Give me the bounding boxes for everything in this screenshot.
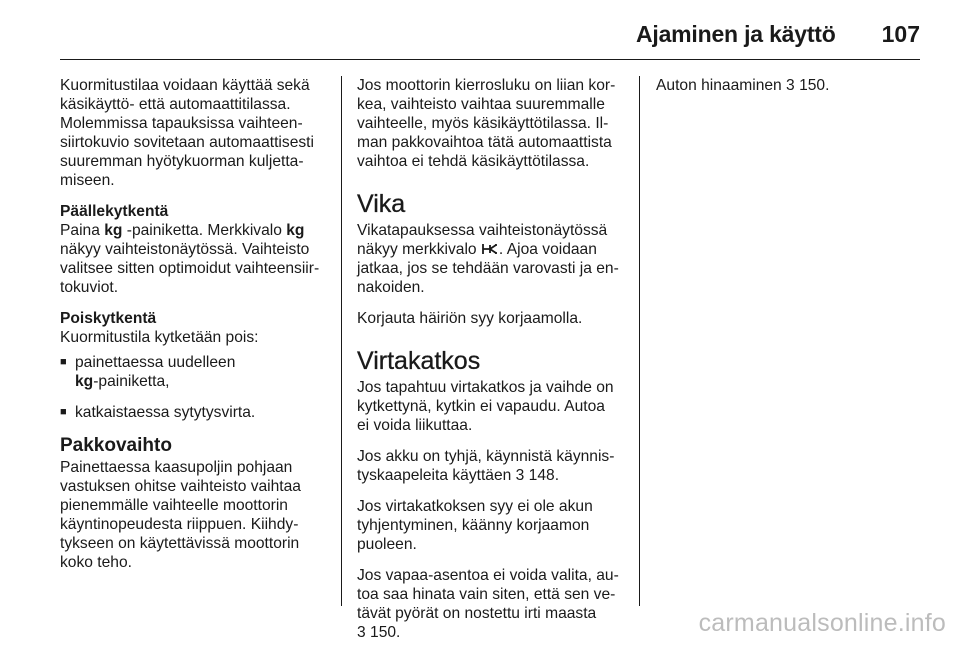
reference-page: 150. — [799, 77, 830, 94]
text-line: puoleen. — [357, 536, 417, 553]
text-line — [357, 623, 629, 642]
kg-symbol: kg — [286, 222, 305, 239]
switch-on-heading: Päällekytkentä — [60, 203, 169, 220]
text-run: -painiketta, — [93, 373, 170, 390]
page-number: 107 — [881, 21, 920, 47]
column-divider — [639, 76, 640, 606]
text-line: pienemmälle vaihteelle moottorin — [60, 497, 288, 514]
text-line: vastuksen ohitse vaihteisto vaihtaa — [60, 478, 301, 495]
text-line: koko teho. — [60, 554, 132, 571]
text-line — [357, 240, 629, 259]
text-run: näkyy merkkivalo — [357, 241, 481, 258]
text-line — [75, 372, 235, 391]
text-line: ei voida liikuttaa. — [357, 417, 473, 434]
workshop-paragraph — [357, 497, 629, 554]
text-line: Jos tapahtuu virtakatkos ja vaihde on — [357, 379, 614, 396]
fault-repair-paragraph: Korjauta häiriön syy korjaamolla. — [357, 310, 583, 327]
fault-paragraph — [357, 221, 629, 297]
reference-arrow-icon: 3 — [786, 77, 795, 94]
text-line: Vikatapauksessa vaihteistonäytössä — [357, 222, 608, 239]
column-2 — [357, 76, 629, 654]
switch-on-paragraph — [60, 221, 328, 297]
text-line: kytkettynä, kytkin ei vapaudu. Autoa — [357, 398, 605, 415]
reference-arrow-icon: 3 — [515, 467, 525, 484]
page-reference-link[interactable] — [357, 624, 400, 641]
text-line: painettaessa uudelleen — [75, 354, 236, 371]
list-item — [60, 353, 328, 391]
overrev-paragraph — [357, 76, 629, 171]
transmission-fault-icon — [481, 243, 499, 255]
column-1 — [60, 76, 328, 584]
intro-paragraph — [60, 76, 328, 190]
text-line: miseen. — [60, 172, 115, 189]
text-line: nakoiden. — [357, 279, 425, 296]
text-line: Jos vapaa-asentoa ei voida valita, au- — [357, 567, 619, 584]
text-run: . Ajoa voidaan — [498, 241, 597, 258]
page-reference-link[interactable] — [516, 467, 559, 484]
jump-start-paragraph — [357, 447, 629, 485]
text-line: näkyy vaihteistonäytössä. Vaihteisto — [60, 241, 310, 258]
text-line: katkaistaessa sytytysvirta. — [75, 404, 256, 421]
chapter-title: Ajaminen ja käyttö — [635, 21, 836, 47]
power-failure-paragraph — [357, 378, 629, 435]
switch-off-intro: Kuormitustila kytketään pois: — [60, 329, 259, 346]
bullet-icon: ■ — [60, 406, 67, 418]
reference-arrow-icon: 3 — [357, 624, 366, 641]
column-divider — [341, 76, 342, 606]
text-line: Jos akku on tyhjä, käynnistä käynnis- — [357, 448, 615, 465]
text-line: Jos moottorin kierrosluku on liian kor- — [357, 77, 616, 94]
text-line: Kuormitustilaa voidaan käyttää sekä — [60, 77, 310, 94]
text-line: siirtokuvio sovitetaan automaattisesti — [60, 134, 314, 151]
text-run: tyskaapeleita käyttäen — [357, 467, 516, 484]
text-line: suuremman hyötykuorman kuljetta- — [60, 153, 304, 170]
watermark-text: carmanualsonline.info — [698, 609, 946, 637]
text-line: jatkaa, jos se tehdään varovasti ja en- — [357, 260, 619, 277]
text-line: valitsee sitten optimoidut vaihteensiir- — [60, 260, 320, 277]
text-run: Auton hinaaminen — [656, 77, 787, 94]
text-run: Paina — [60, 222, 105, 239]
text-line: tävät pyörät on nostettu irti maasta — [357, 605, 597, 622]
text-line: tyhjentyminen, käänny korjaamon — [357, 517, 590, 534]
text-line — [357, 466, 629, 485]
text-line: käyntinopeudesta riippuen. Kiihdy- — [60, 516, 299, 533]
text-line: Jos virtakatkoksen syy ei ole akun — [357, 498, 593, 515]
page-reference-link[interactable] — [786, 77, 829, 94]
kg-symbol: kg — [104, 222, 123, 239]
text-line: Painettaessa kaasupoljin pohjaan — [60, 459, 293, 476]
text-line: tykseen on käytettävissä moottorin — [60, 535, 300, 552]
text-line: tokuviot. — [60, 279, 119, 296]
towing-paragraph — [357, 566, 629, 642]
text-line: man pakkovaihtoa tätä automaattista — [357, 134, 612, 151]
text-line: toa saa hinata vain siten, että sen ve- — [357, 586, 616, 603]
fault-heading: Vika — [357, 190, 406, 218]
reference-page: 150. — [370, 624, 401, 641]
kg-symbol: kg — [75, 373, 94, 390]
column-3 — [656, 76, 920, 95]
text-line — [656, 76, 920, 95]
forced-shift-heading: Pakkovaihto — [60, 435, 172, 456]
reference-page: 148. — [528, 467, 560, 484]
text-line: vaihteelle, myös käsikäyttötilassa. Il- — [357, 115, 609, 132]
text-line: vaihtoa ei tehdä käsikäyttötilassa. — [357, 153, 590, 170]
text-run: -painiketta. Merkkivalo — [122, 222, 287, 239]
text-line: kea, vaihteisto vaihtaa suuremmalle — [357, 96, 605, 113]
page-header — [60, 10, 920, 60]
text-line — [60, 221, 328, 240]
forced-shift-paragraph — [60, 458, 328, 572]
text-line: Molemmissa tapauksissa vaihteen- — [60, 115, 303, 132]
bullet-icon: ■ — [60, 356, 67, 368]
power-failure-heading: Virtakatkos — [357, 347, 481, 375]
list-item — [60, 403, 328, 422]
switch-off-heading: Poiskytkentä — [60, 310, 157, 327]
text-line: käsikäyttö- että automaattitilassa. — [60, 96, 291, 113]
